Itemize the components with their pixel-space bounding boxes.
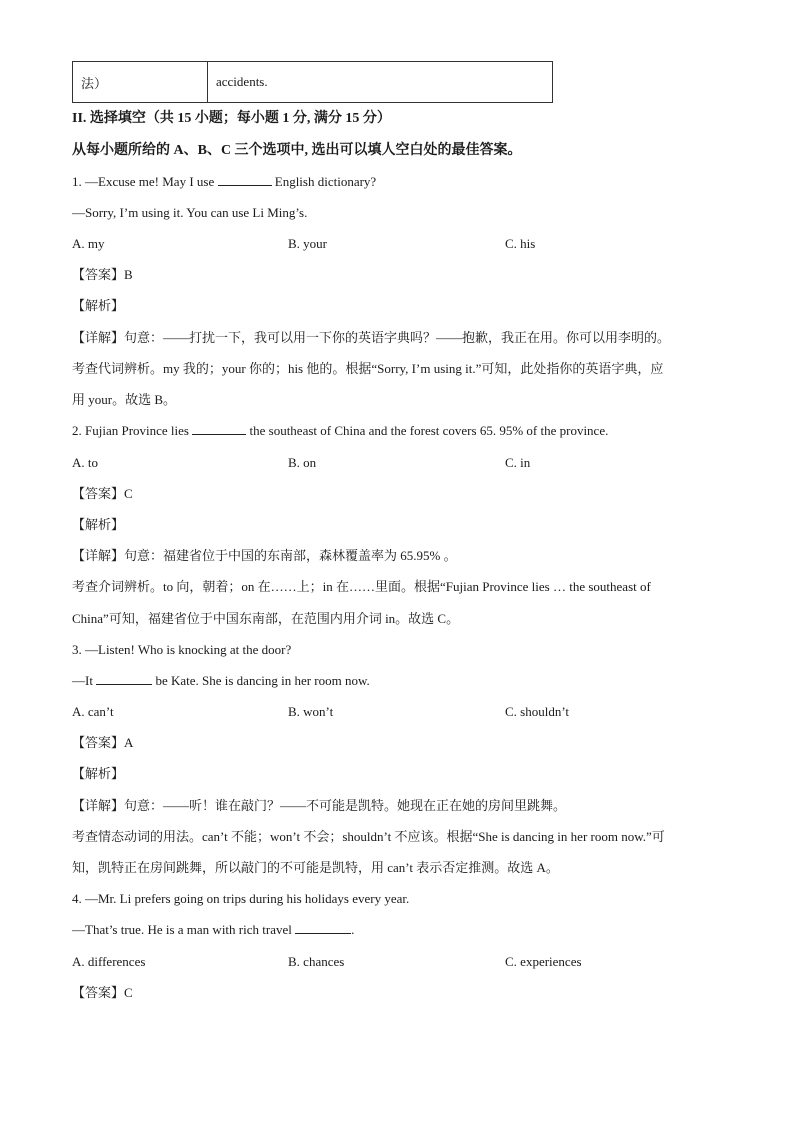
- question-1-option-c: C. his: [505, 236, 536, 251]
- question-2-detail: 【详解】句意：福建省位于中国的东南部，森林覆盖率为 65.95% 。: [72, 548, 457, 563]
- question-4-option-c: C. experiences: [505, 954, 582, 969]
- question-2-detail: 考查介词辨析。to 向，朝着；on 在……上；in 在……里面。根据“Fujian Province lies … the southeast of: [72, 579, 651, 594]
- question-3-detail: 考查情态动词的用法。can’t 不能；won’t 不会；shouldn’t 不应该。根据“She is dancing in her room now.”可: [72, 829, 665, 844]
- table-row: [73, 62, 553, 103]
- question-4-stem: 4. —Mr. Li prefers going on trips during his holidays every year.: [72, 891, 410, 906]
- question-4-answer: 【答案】C: [72, 985, 133, 1000]
- question-1-detail: 用 your。故选 B。: [72, 392, 177, 407]
- question-1-option-a: A. my: [72, 236, 105, 251]
- question-4-option-a: A. differences: [72, 954, 146, 969]
- question-2-option-a: A. to: [72, 455, 98, 470]
- stem-text: the southeast of China and the forest covers 65. 95% of the province.: [249, 423, 609, 438]
- section-title: II. 选择填空（共 15 小题；每小题 1 分, 满分 15 分）: [72, 111, 391, 126]
- answer-blank: [192, 422, 246, 435]
- stem-text: 1. —Excuse me! May I use: [72, 174, 215, 189]
- question-1-detail: 【详解】句意：——打扰一下，我可以用一下你的英语字典吗？——抱歉，我正在用。你可以用李明的。: [72, 330, 671, 345]
- section-instruction: 从每小题所给的 A、B、C 三个选项中, 选出可以填人空白处的最佳答案。: [72, 143, 522, 158]
- question-3-line2: [72, 672, 370, 690]
- question-2-stem: [72, 422, 608, 440]
- stem-text: —That’s true. He is a man with rich travel: [72, 922, 292, 937]
- answer-blank: [96, 672, 152, 685]
- question-3-option-c: C. shouldn’t: [505, 704, 570, 719]
- question-2-answer: 【答案】C: [72, 486, 133, 501]
- question-2-analysis-label: 【解析】: [72, 517, 125, 532]
- question-3-detail: 知，凯特正在房间跳舞，所以敲门的不可能是凯特，用 can’t 表示否定推测。故选 A。: [72, 860, 559, 875]
- table-cell: 法）: [73, 62, 208, 103]
- stem-text: be Kate. She is dancing in her room now.: [155, 673, 370, 688]
- question-4-option-b: B. chances: [288, 954, 345, 969]
- stem-text: 2. Fujian Province lies: [72, 423, 189, 438]
- question-4-line2: [72, 921, 354, 939]
- table-cell: accidents.: [208, 62, 553, 103]
- question-1-stem: [72, 173, 376, 191]
- question-1-line2: —Sorry, I’m using it. You can use Li Ming’s.: [72, 205, 308, 220]
- answer-blank: [218, 173, 272, 186]
- question-3-answer: 【答案】A: [72, 735, 134, 750]
- question-2-detail: China”可知，福建省位于中国东南部，在范围内用介词 in。故选 C。: [72, 611, 460, 626]
- question-1-answer: 【答案】B: [72, 267, 133, 282]
- question-3-option-b: B. won’t: [288, 704, 334, 719]
- question-1-detail: 考查代词辨析。my 我的；your 你的；his 他的。根据“Sorry, I’m using it.”可知，此处指你的英语字典，应: [72, 361, 664, 376]
- answer-blank: [295, 921, 351, 934]
- question-3-analysis-label: 【解析】: [72, 766, 125, 781]
- stem-text: .: [351, 922, 355, 937]
- answer-table-tail: [72, 61, 553, 103]
- question-2-option-b: B. on: [288, 455, 317, 470]
- question-1-analysis-label: 【解析】: [72, 298, 125, 313]
- stem-text: —It: [72, 673, 93, 688]
- question-1-option-b: B. your: [288, 236, 327, 251]
- question-2-option-c: C. in: [505, 455, 531, 470]
- question-3-detail: 【详解】句意：——听！谁在敲门？——不可能是凯特。她现在正在她的房间里跳舞。: [72, 798, 567, 813]
- stem-text: English dictionary?: [274, 174, 377, 189]
- question-3-option-a: A. can’t: [72, 704, 114, 719]
- question-3-stem: 3. —Listen! Who is knocking at the door?: [72, 642, 292, 657]
